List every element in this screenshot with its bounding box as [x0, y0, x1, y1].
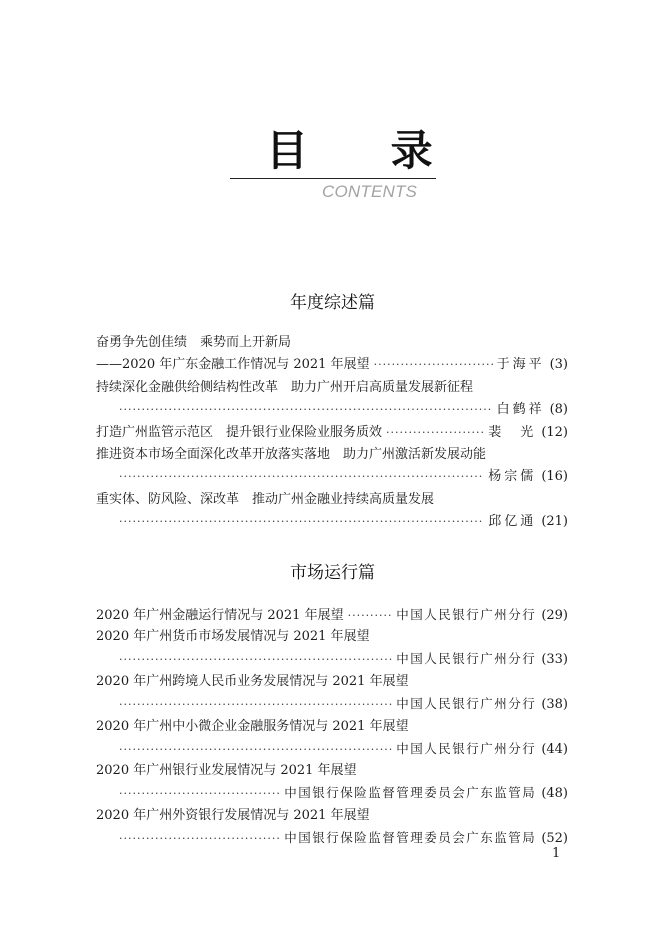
- leader-dots: [374, 354, 493, 376]
- toc-entry-page: (38): [541, 697, 568, 712]
- page-number: 1: [552, 846, 561, 861]
- toc-entry-title-text: 2020 年广州中小微企业金融服务情况与 2021 年展望: [96, 719, 409, 734]
- leader-dots: [119, 783, 280, 805]
- toc-entry-line[interactable]: [119, 511, 568, 533]
- toc-entry-title[interactable]: [96, 332, 568, 354]
- toc-entry-subtitle: ——2020 年广东金融工作情况与 2021 年展望: [96, 357, 370, 372]
- toc-entry-page: (16): [541, 469, 568, 484]
- toc-entry-author: 中国人民银行广州分行: [396, 607, 537, 622]
- toc-entry-line[interactable]: [96, 604, 568, 626]
- toc-entry-title[interactable]: [96, 489, 568, 511]
- toc-entry-title[interactable]: [96, 716, 568, 738]
- toc-entry-title[interactable]: [96, 671, 568, 693]
- toc-entry-page: (3): [549, 357, 568, 372]
- leader-dots: [119, 466, 484, 488]
- toc-entry-title-text: 打造广州监管示范区 提升银行业保险业服务质效: [96, 425, 383, 440]
- leader-dots: [119, 739, 392, 761]
- toc-entry-page: (12): [541, 425, 568, 440]
- section-heading-market-operation: 市场运行篇: [290, 563, 375, 583]
- leader-dots: [119, 694, 392, 716]
- page-title: 目 录: [266, 126, 467, 175]
- toc-entry-author: 于海平: [496, 357, 545, 372]
- toc-entry-page: (8): [549, 402, 568, 417]
- toc-entry-title[interactable]: [96, 444, 568, 466]
- leader-dots: [348, 605, 393, 627]
- page-subtitle: CONTENTS: [322, 182, 418, 201]
- title-divider: [230, 178, 436, 179]
- toc-entry-title-text: 2020 年广州银行业发展情况与 2021 年展望: [96, 763, 357, 778]
- toc-entry-line[interactable]: [119, 648, 568, 670]
- toc-entry-line[interactable]: [119, 738, 568, 760]
- leader-dots: [119, 649, 392, 671]
- toc-entry-title[interactable]: [96, 805, 568, 827]
- toc-entry-title-text: 2020 年广州金融运行情况与 2021 年展望: [96, 608, 344, 623]
- toc-entry-line[interactable]: [119, 399, 568, 421]
- leader-dots: [386, 422, 484, 444]
- toc-entry-line[interactable]: [119, 693, 568, 715]
- leader-dots: [119, 828, 280, 850]
- leader-dots: [119, 511, 484, 533]
- toc-entry-title-text: 奋勇争先创佳绩 乘势而上开新局: [96, 335, 292, 350]
- toc-entry-author: 裴 光: [488, 425, 537, 440]
- toc-entry-title-text: 2020 年广州外资银行发展情况与 2021 年展望: [96, 808, 370, 823]
- toc-entry-page: (21): [541, 514, 568, 529]
- toc-entry-author: 中国银行保险监督管理委员会广东监管局: [284, 830, 537, 845]
- leader-dots: [119, 399, 493, 421]
- toc-entry-author: 杨宗儒: [488, 469, 537, 484]
- toc-entry-page: (48): [541, 786, 568, 801]
- toc-entry-page: (52): [541, 831, 568, 846]
- toc-entry-title[interactable]: [96, 760, 568, 782]
- toc-entry-line[interactable]: [119, 782, 568, 804]
- toc-entry-author: 中国人民银行广州分行: [396, 696, 537, 711]
- toc-entry-author: 中国人民银行广州分行: [396, 651, 537, 666]
- toc-entry-title-text: 重实体、防风险、深改革 推动广州金融业持续高质量发展: [96, 492, 435, 507]
- toc-entry-page: (33): [541, 652, 568, 667]
- section-heading-annual-review: 年度综述篇: [290, 293, 375, 313]
- toc-entry-line[interactable]: [96, 422, 568, 444]
- toc-entry-page: (29): [541, 608, 568, 623]
- toc-entry-line[interactable]: [96, 354, 568, 376]
- toc-entry-author: 邱亿通: [488, 514, 537, 529]
- toc-entry-title[interactable]: [96, 626, 568, 648]
- toc-entry-page: (44): [541, 742, 568, 757]
- toc-entry-author: 中国银行保险监督管理委员会广东监管局: [284, 785, 537, 800]
- toc-entry-author: 中国人民银行广州分行: [396, 741, 537, 756]
- toc-entry-author: 白鹤祥: [496, 402, 545, 417]
- toc-entry-title-text: 推进资本市场全面深化改革开放落实落地 助力广州激活新发展动能: [96, 447, 487, 462]
- toc-entry-line[interactable]: [119, 827, 568, 849]
- toc-entry-title-text: 2020 年广州货币市场发展情况与 2021 年展望: [96, 629, 370, 644]
- toc-entry-title-text: 2020 年广州跨境人民币业务发展情况与 2021 年展望: [96, 674, 409, 689]
- toc-entry-title-text: 持续深化金融供给侧结构性改革 助力广州开启高质量发展新征程: [96, 380, 474, 395]
- toc-entry-title[interactable]: [96, 377, 568, 399]
- toc-entry-line[interactable]: [119, 466, 568, 488]
